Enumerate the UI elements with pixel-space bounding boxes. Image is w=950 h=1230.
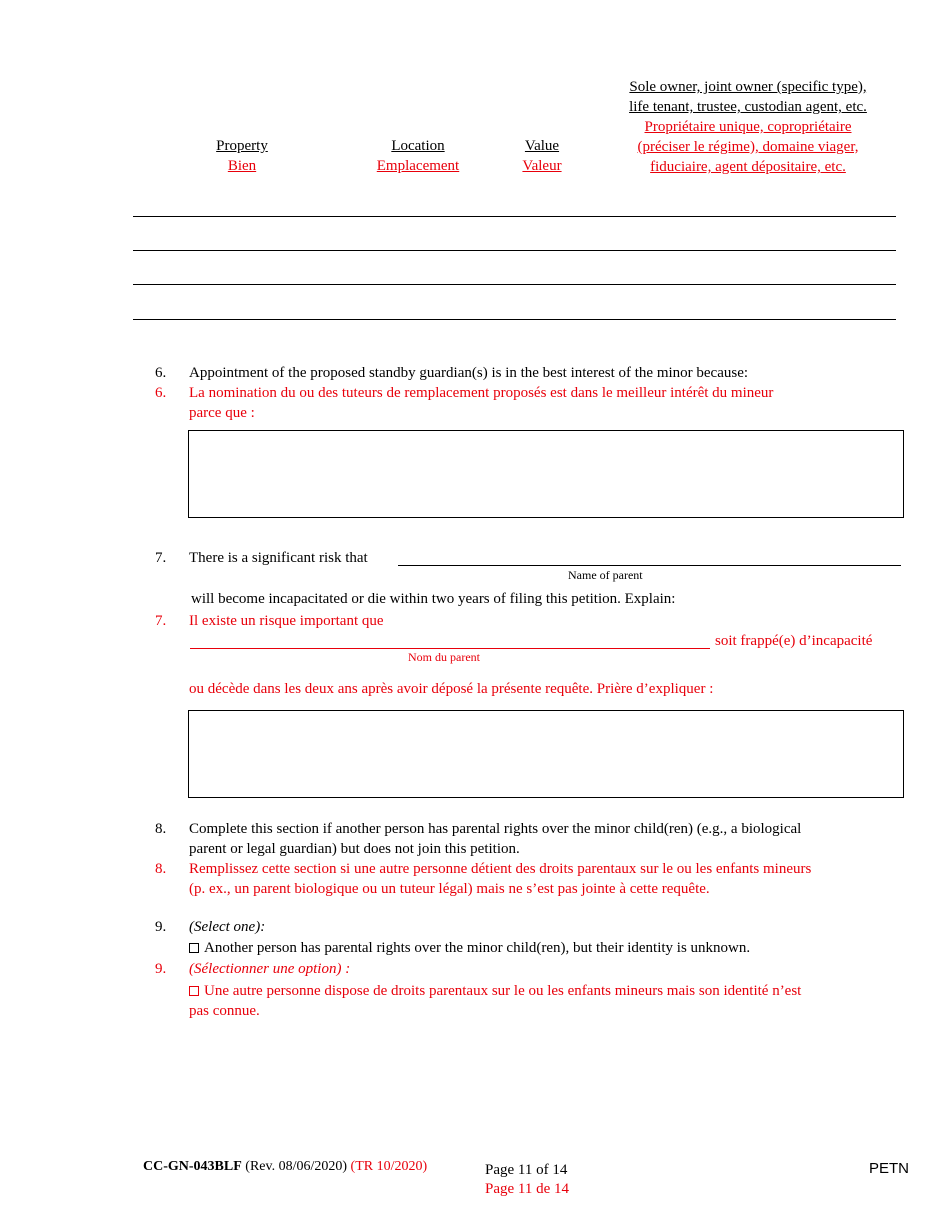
page-number-en: Page 11 of 14 <box>485 1162 568 1178</box>
value-header <box>502 136 582 176</box>
form-identifier <box>143 1158 427 1176</box>
item-6-text-en: Appointment of the proposed standby guardian(s) is in the best interest of the minor because: <box>189 365 749 381</box>
item-7-number-fr: 7. <box>155 613 167 629</box>
item-8-number-en: 8. <box>155 821 167 837</box>
form-revision: (Rev. 08/06/2020) <box>245 1159 348 1174</box>
item-6-number-fr: 6. <box>155 385 167 401</box>
item-8-text-fr-2: (p. ex., un parent biologique ou un tuteur légal) mais ne s’est pas jointe à cette requête. <box>189 881 710 897</box>
identity-unknown-checkbox-fr[interactable] <box>189 986 199 996</box>
item-8-text-en-1: Complete this section if another person has parental rights over the minor child(ren) (e.g., a biological <box>189 821 802 837</box>
ownership-header-en-1: Sole owner, joint owner (specific type), <box>629 79 867 95</box>
ownership-header-fr-2: (préciser le régime), domaine viager, <box>637 139 859 155</box>
location-header-en: Location <box>391 138 445 154</box>
property-row-line-3[interactable] <box>133 284 896 285</box>
item-7-text-en-post: will become incapacitated or die within two years of filing this petition. Explain: <box>191 591 676 607</box>
parent-name-line-fr[interactable] <box>190 648 710 649</box>
property-header <box>192 136 292 176</box>
item-6-answer-box[interactable] <box>188 430 904 518</box>
location-header <box>358 136 478 176</box>
item-9-option-fr-label-1: Une autre personne dispose de droits parentaux sur le ou les enfants mineurs mais son identité n’est <box>204 983 802 999</box>
value-header-fr: Valeur <box>522 158 562 174</box>
ownership-header-fr-3: fiduciaire, agent dépositaire, etc. <box>650 159 846 175</box>
item-9-option-fr-1 <box>189 981 801 1001</box>
property-row-line-4[interactable] <box>133 319 896 320</box>
form-translation-date: (TR 10/2020) <box>350 1159 428 1174</box>
item-9-number-en: 9. <box>155 919 167 935</box>
item-7-text-fr-pre: Il existe un risque important que <box>189 613 384 629</box>
property-row-line-2[interactable] <box>133 250 896 251</box>
identity-unknown-checkbox-en[interactable] <box>189 943 199 953</box>
value-header-en: Value <box>524 138 560 154</box>
item-8-text-fr-1: Remplissez cette section si une autre personne détient des droits parentaux sur le ou les enfants mineurs <box>189 861 812 877</box>
page-number-fr: Page 11 de 14 <box>485 1181 570 1197</box>
property-row-line-1[interactable] <box>133 216 896 217</box>
item-9-select-fr: (Sélectionner une option) : <box>189 961 351 977</box>
item-6-number-en: 6. <box>155 365 167 381</box>
parent-name-caption-fr: Nom du parent <box>408 650 480 664</box>
item-7-number-en: 7. <box>155 550 167 566</box>
item-7-text-fr-mid: soit frappé(e) d’incapacité <box>715 633 873 649</box>
item-9-option-fr-2: pas connue. <box>189 1003 260 1019</box>
property-header-en: Property <box>216 138 268 154</box>
ownership-header <box>598 77 898 177</box>
ownership-header-fr-1: Propriétaire unique, copropriétaire <box>644 119 852 135</box>
ownership-header-en-2: life tenant, trustee, custodian agent, etc. <box>629 99 867 115</box>
item-9-number-fr: 9. <box>155 961 167 977</box>
item-9-option-en <box>189 938 750 958</box>
item-8-number-fr: 8. <box>155 861 167 877</box>
item-7-text-fr-post: ou décède dans les deux ans après avoir déposé la présente requête. Prière d’expliquer : <box>189 681 714 697</box>
property-header-fr: Bien <box>227 158 257 174</box>
item-6-text-fr-2: parce que : <box>189 405 255 421</box>
document-type: PETN <box>869 1160 910 1177</box>
item-7-answer-box[interactable] <box>188 710 904 798</box>
form-code: CC-GN-043BLF <box>143 1159 242 1174</box>
item-9-select-en: (Select one): <box>189 919 266 935</box>
parent-name-line-en[interactable] <box>398 565 901 566</box>
item-8-text-en-2: parent or legal guardian) but does not join this petition. <box>189 841 520 857</box>
location-header-fr: Emplacement <box>376 158 460 174</box>
item-9-option-en-label: Another person has parental rights over the minor child(ren), but their identity is unknown. <box>204 940 751 956</box>
parent-name-caption-en: Name of parent <box>568 568 643 582</box>
item-6-text-fr-1: La nomination du ou des tuteurs de remplacement proposés est dans le meilleur intérêt du mineur <box>189 385 774 401</box>
item-7-text-en-pre: There is a significant risk that <box>189 550 368 566</box>
